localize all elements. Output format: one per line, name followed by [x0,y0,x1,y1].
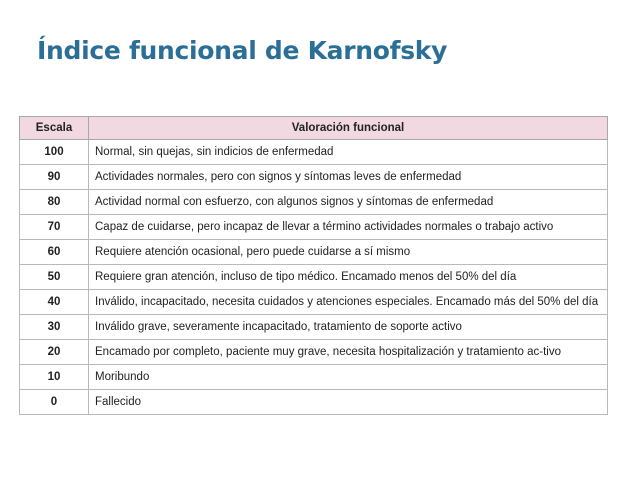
description-cell: Inválido grave, severamente incapacitado, tratamiento de soporte activo [89,315,608,340]
scale-cell: 40 [20,290,89,315]
description-cell: Encamado por completo, paciente muy grave, necesita hospitalización y tratamiento ac-tivo [89,340,608,365]
scale-cell: 80 [20,190,89,215]
scale-cell: 0 [20,390,89,415]
scale-cell: 100 [20,140,89,165]
page-title: Índice funcional de Karnofsky [37,36,448,65]
description-cell: Fallecido [89,390,608,415]
description-cell: Normal, sin quejas, sin indicios de enfermedad [89,140,608,165]
scale-cell: 10 [20,365,89,390]
scale-cell: 20 [20,340,89,365]
scale-cell: 60 [20,240,89,265]
description-cell: Capaz de cuidarse, pero incapaz de llevar a término actividades normales o trabajo activo [89,215,608,240]
karnofsky-table [19,116,608,415]
column-header-scale: Escala [20,117,89,140]
table-row [20,390,608,415]
description-cell: Moribundo [89,365,608,390]
table-row [20,265,608,290]
scale-cell: 90 [20,165,89,190]
table-header-row [20,117,608,140]
description-cell: Actividades normales, pero con signos y síntomas leves de enfermedad [89,165,608,190]
description-cell: Requiere gran atención, incluso de tipo médico. Encamado menos del 50% del día [89,265,608,290]
table-row [20,365,608,390]
description-cell: Requiere atención ocasional, pero puede cuidarse a sí mismo [89,240,608,265]
column-header-assessment: Valoración funcional [89,117,608,140]
table-row [20,165,608,190]
table-row [20,190,608,215]
table-row [20,290,608,315]
table-row [20,140,608,165]
table-row [20,340,608,365]
table-row [20,240,608,265]
description-cell: Inválido, incapacitado, necesita cuidados y atenciones especiales. Encamado más del 50% del día [89,290,608,315]
scale-cell: 30 [20,315,89,340]
scale-cell: 70 [20,215,89,240]
table-row [20,315,608,340]
description-cell: Actividad normal con esfuerzo, con algunos signos y síntomas de enfermedad [89,190,608,215]
table-row [20,215,608,240]
scale-cell: 50 [20,265,89,290]
